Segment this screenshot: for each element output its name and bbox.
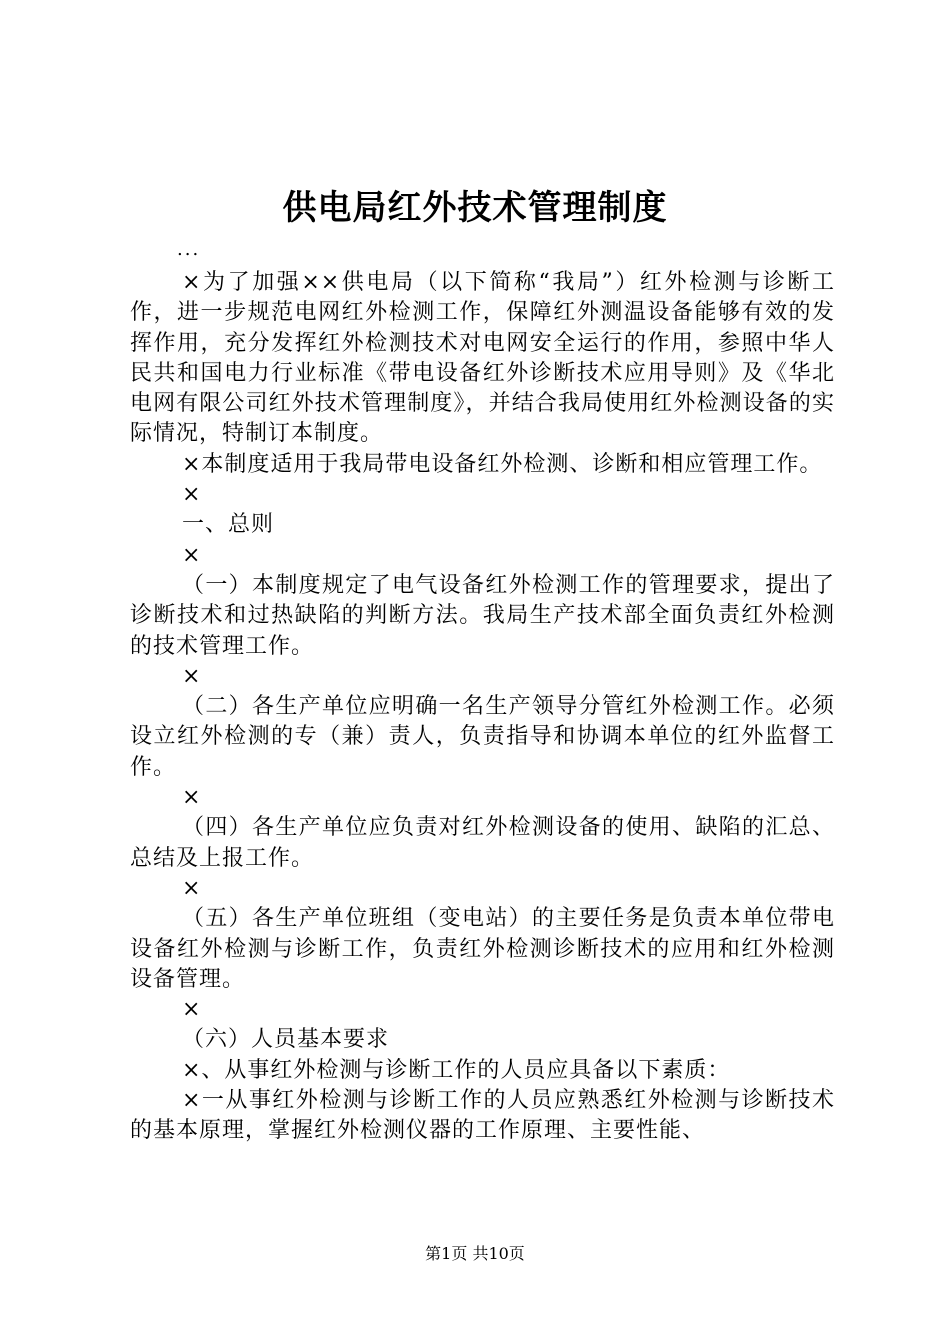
paragraph: （五）各生产单位班组（变电站）的主要任务是负责本单位带电设备红外检测与诊断工作，负责红外检测诊断技术的应用和红外检测设备管理。 — [130, 906, 835, 992]
paragraph: （一）本制度规定了电气设备红外检测工作的管理要求，提出了诊断技术和过热缺陷的判断方法。我局生产技术部全面负责红外检测的技术管理工作。 — [130, 572, 835, 659]
paragraph: × — [182, 875, 202, 901]
ellipsis-marker: ... — [177, 239, 201, 260]
paragraph: ×一从事红外检测与诊断工作的人员应熟悉红外检测与诊断技术的基本原理，掌握红外检测仪器的工作原理、主要性能、 — [130, 1088, 835, 1144]
paragraph: × — [182, 482, 202, 508]
paragraph: ×本制度适用于我局带电设备红外检测、诊断和相应管理工作。 — [182, 451, 823, 477]
page-footer: 第1页 共10页 — [425, 1244, 525, 1263]
paragraph: （二）各生产单位应明确一名生产领导分管红外检测工作。必须设立红外检测的专（兼）责人，负责指导和协调本单位的红外监督工作。 — [130, 694, 835, 780]
paragraph: × — [182, 785, 202, 811]
paragraph: （四）各生产单位应负责对红外检测设备的使用、缺陷的汇总、总结及上报工作。 — [130, 815, 835, 871]
document-body — [130, 268, 835, 1147]
paragraph: ×、从事红外检测与诊断工作的人员应具备以下素质： — [182, 1057, 731, 1083]
paragraph: × — [182, 663, 202, 689]
document-title: 供电局红外技术管理制度 — [282, 188, 668, 228]
section-heading: 一、总则 — [182, 512, 275, 538]
paragraph: × — [182, 997, 202, 1023]
paragraph: × — [182, 542, 202, 568]
paragraph: ×为了加强××供电局（以下简称“我局”）红外检测与诊断工作，进一步规范电网红外检测工作，保障红外测温设备能够有效的发挥作用，充分发挥红外检测技术对电网安全运行的作用，参照中华人民共和国电力行业标准《带电设备红外诊断技术应用导则》及《华北电网有限公司红外技术管理制度》，并结合我局使用红外检测设备的实际情况，特制订本制度。 — [130, 270, 835, 447]
subsection-heading: （六）人员基本要求 — [182, 1027, 390, 1053]
